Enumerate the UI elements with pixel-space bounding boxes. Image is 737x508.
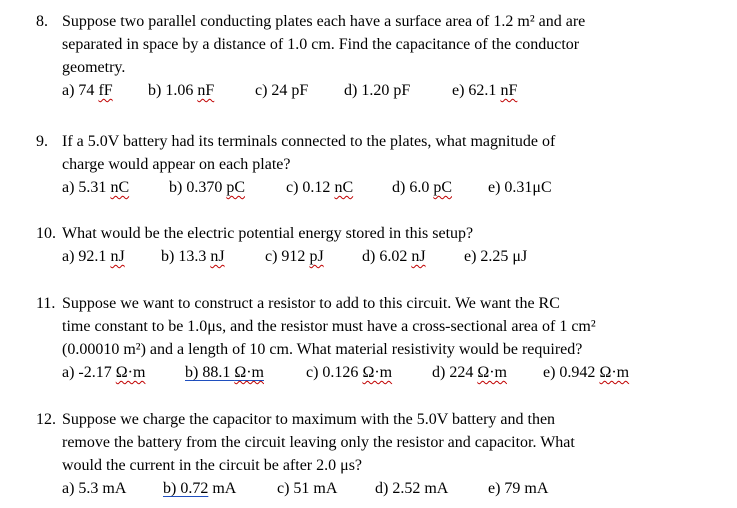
answer-c — [286, 176, 353, 199]
question-text: remove the battery from the circuit leaving only the resistor and capacitor. What — [62, 434, 575, 451]
answer-e — [488, 477, 548, 500]
answer-label: c) 912 — [265, 248, 310, 265]
answer-label: a) 74 — [62, 82, 99, 99]
answer-b — [161, 245, 225, 268]
answer-label: e) 0.31μC — [488, 179, 552, 196]
question-text: (0.00010 m²) and a length of 10 cm. What material resistivity would be required? — [62, 341, 583, 358]
answer-label: e) 2.25 μJ — [464, 248, 528, 265]
question-11 — [36, 292, 726, 384]
answer-label: a) 5.3 mA — [62, 480, 127, 497]
answer-a — [62, 79, 113, 102]
answer-label: d) 2.52 mA — [375, 480, 449, 497]
answer-label: b) 0.72 — [163, 480, 209, 497]
answer-b — [185, 361, 264, 384]
answer-label: e) 79 mA — [488, 480, 549, 497]
question-number: 8. — [36, 13, 48, 30]
question-line — [36, 222, 726, 245]
question-text: separated in space by a distance of 1.0 cm. Find the capacitance of the conductor — [62, 36, 580, 53]
question-line — [36, 408, 726, 431]
answer-label: b) 88.1 — [185, 364, 235, 381]
answer-b — [163, 477, 236, 500]
answer-unit: nJ — [210, 248, 225, 265]
answer-c — [265, 245, 324, 268]
answer-d — [392, 176, 452, 199]
answer-b — [169, 176, 245, 199]
answer-a — [62, 176, 129, 199]
answer-label: a) -2.17 — [62, 364, 116, 381]
answer-label: d) 6.0 — [392, 179, 434, 196]
answer-choices — [62, 79, 726, 102]
answer-unit: nJ — [110, 248, 125, 265]
answer-e — [464, 245, 527, 268]
answer-e — [452, 79, 517, 102]
answer-label: d) 224 — [432, 364, 478, 381]
question-line — [36, 315, 726, 338]
answer-label: c) 0.126 — [306, 364, 363, 381]
answer-unit: pC — [226, 179, 245, 196]
answer-unit: nF — [500, 82, 518, 99]
question-text: Suppose we want to construct a resistor to add to this circuit. We want the RC — [62, 295, 560, 312]
answer-e — [543, 361, 629, 384]
question-12 — [36, 408, 726, 500]
answer-a — [62, 245, 125, 268]
question-text: would the current in the circuit be after 2.0 μs? — [62, 457, 363, 474]
answer-a — [62, 361, 145, 384]
answer-a — [62, 477, 126, 500]
answer-label: b) 13.3 — [161, 248, 211, 265]
question-10 — [36, 222, 726, 268]
answer-label: b) 0.370 — [169, 179, 227, 196]
answer-label: e) 62.1 — [452, 82, 501, 99]
question-text: geometry. — [62, 59, 126, 76]
answer-label: c) 24 pF — [255, 82, 309, 99]
answer-unit: nC — [110, 179, 130, 196]
answer-label: c) 51 mA — [277, 480, 338, 497]
question-number: 10. — [36, 225, 56, 242]
question-9 — [36, 130, 726, 199]
question-line — [36, 130, 726, 153]
answer-e — [488, 176, 552, 199]
answer-unit: pC — [433, 179, 452, 196]
answer-unit: nC — [334, 179, 354, 196]
answer-c — [255, 79, 308, 102]
answer-unit: mA — [208, 480, 237, 497]
answer-unit: nJ — [411, 248, 426, 265]
answer-label: d) 1.20 pF — [344, 82, 411, 99]
answer-unit: Ω·m — [234, 364, 264, 381]
question-text: Suppose two parallel conducting plates each have a surface area of 1.2 m² and are — [62, 13, 586, 30]
question-line — [36, 454, 726, 477]
question-number: 11. — [36, 295, 56, 312]
answer-label: d) 6.02 — [362, 248, 412, 265]
answer-choices — [62, 245, 726, 268]
answer-choices — [62, 176, 726, 199]
answer-b — [148, 79, 214, 102]
answer-unit: Ω·m — [115, 364, 146, 381]
answer-c — [277, 477, 337, 500]
answer-label: c) 0.12 — [286, 179, 335, 196]
answer-label: b) 1.06 — [148, 82, 198, 99]
question-text: charge would appear on each plate? — [62, 156, 291, 173]
answer-d — [432, 361, 507, 384]
answer-unit: nF — [197, 82, 215, 99]
answer-d — [362, 245, 426, 268]
question-text: time constant to be 1.0μs, and the resistor must have a cross-sectional area of 1 cm² — [62, 318, 596, 335]
question-text: Suppose we charge the capacitor to maximum with the 5.0V battery and then — [62, 411, 556, 428]
question-number: 12. — [36, 411, 56, 428]
answer-unit: Ω·m — [362, 364, 393, 381]
question-line — [36, 292, 726, 315]
question-text: What would be the electric potential energy stored in this setup? — [62, 225, 474, 242]
answer-label: a) 92.1 — [62, 248, 111, 265]
question-line — [36, 338, 726, 361]
answer-unit: fF — [98, 82, 113, 99]
answer-unit: Ω·m — [477, 364, 507, 381]
question-text: If a 5.0V battery had its terminals connected to the plates, what magnitude of — [62, 133, 556, 150]
answer-c — [306, 361, 392, 384]
question-line — [36, 10, 726, 33]
answer-choices — [62, 361, 726, 384]
answer-label: a) 5.31 — [62, 179, 111, 196]
question-line — [36, 431, 726, 454]
question-line — [36, 153, 726, 176]
question-line — [36, 56, 726, 79]
answer-unit: pJ — [309, 248, 324, 265]
answer-d — [375, 477, 448, 500]
answer-unit: Ω·m — [599, 364, 630, 381]
answer-d — [344, 79, 410, 102]
question-line — [36, 33, 726, 56]
answer-choices — [62, 477, 726, 500]
question-number: 9. — [36, 133, 48, 150]
answer-label: e) 0.942 — [543, 364, 600, 381]
question-8 — [36, 10, 726, 102]
